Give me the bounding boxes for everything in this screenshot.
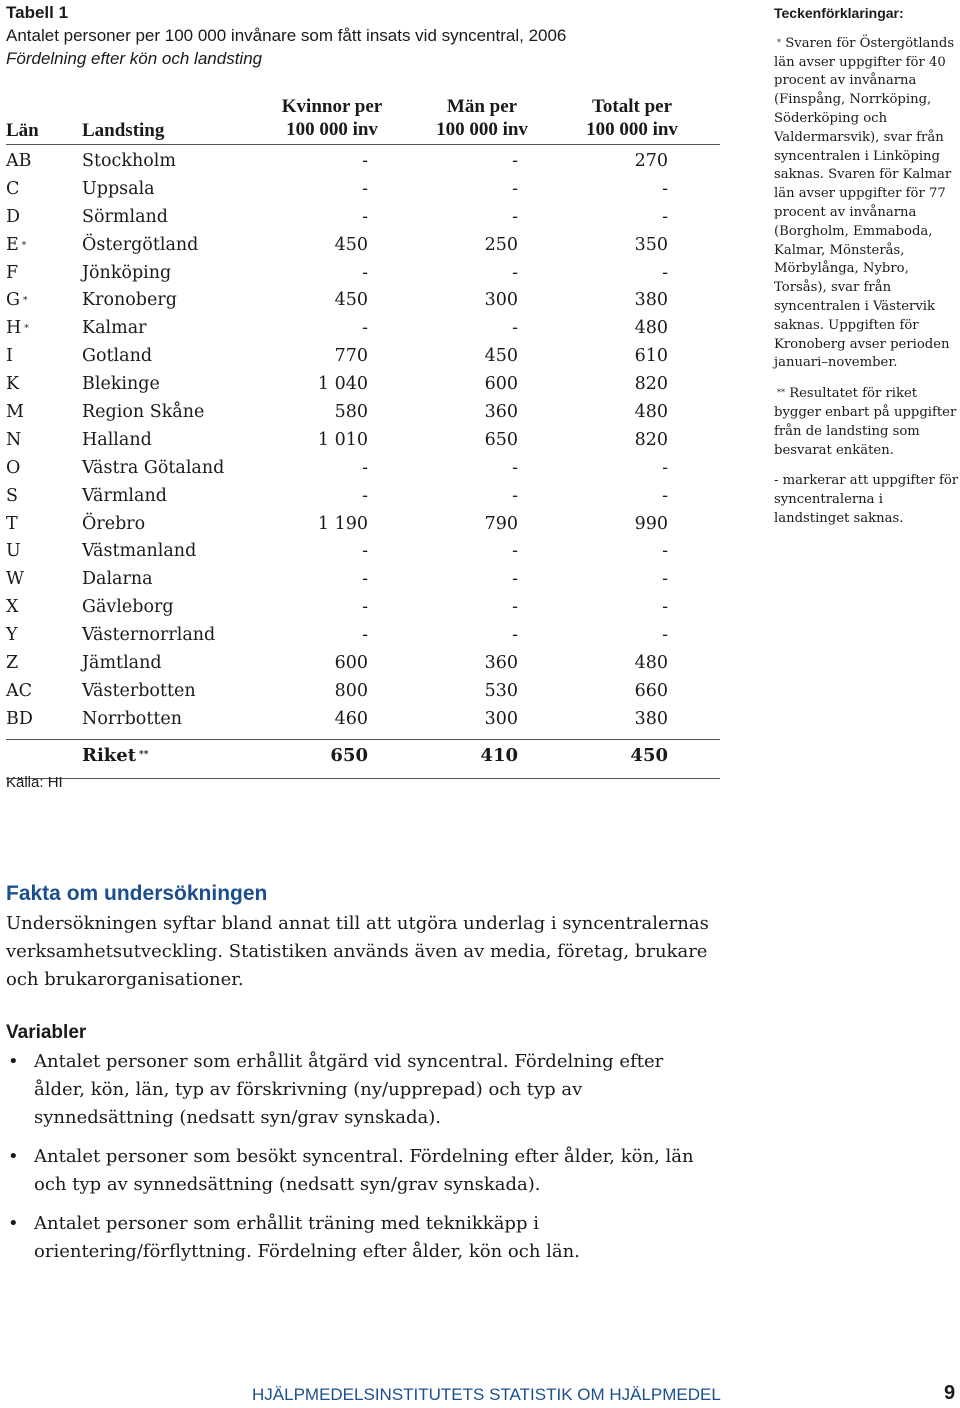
legend-note-3: - markerar att uppgifter för syncentralerna i landstinget saknas. bbox=[774, 473, 959, 526]
variabler-item bbox=[6, 1143, 706, 1199]
lan-code: O bbox=[6, 457, 21, 478]
cell-landsting: Västmanland bbox=[82, 541, 197, 562]
cell-kvinnor: - bbox=[362, 569, 368, 590]
cell-man: 250 bbox=[484, 234, 518, 255]
cell-totalt: 380 bbox=[634, 708, 668, 729]
cell-totalt: - bbox=[662, 541, 668, 562]
cell-lan bbox=[6, 625, 76, 645]
cell-man: 450 bbox=[484, 346, 518, 367]
cell-landsting: Halland bbox=[82, 429, 152, 450]
lan-code: D bbox=[6, 206, 21, 227]
lan-code: H bbox=[6, 318, 22, 339]
lan-code: N bbox=[6, 429, 22, 450]
cell-lan bbox=[6, 151, 76, 171]
cell-totalt: - bbox=[662, 569, 668, 590]
cell-landsting: Stockholm bbox=[82, 151, 176, 171]
lan-code: T bbox=[6, 513, 18, 534]
cell-landsting: Östergötland bbox=[82, 234, 199, 255]
table-row bbox=[6, 424, 720, 452]
cell-man: - bbox=[512, 262, 518, 283]
table-body bbox=[6, 145, 720, 731]
cell-lan bbox=[6, 541, 76, 561]
lan-code: I bbox=[6, 346, 13, 367]
cell-totalt: 380 bbox=[634, 290, 668, 311]
cell-kvinnor: 580 bbox=[334, 402, 368, 423]
cell-totalt: 820 bbox=[634, 374, 668, 395]
cell-totalt: - bbox=[662, 625, 668, 646]
cell-lan bbox=[6, 346, 76, 366]
table-caption bbox=[6, 2, 726, 70]
legend-note-2-mark: ** bbox=[777, 388, 785, 398]
total-footnote-mark: ** bbox=[139, 749, 149, 760]
cell-landsting: Västerbotten bbox=[82, 680, 196, 701]
variabler-heading: Variabler bbox=[6, 1022, 87, 1043]
legend-note-1 bbox=[774, 35, 960, 373]
table-row bbox=[6, 647, 720, 675]
cell-man: - bbox=[512, 457, 518, 478]
table-row bbox=[6, 591, 720, 619]
variabler-item-text: Antalet personer som erhållit åtgärd vid syncentral. Fördelning efter ålder, kön, län, typ av förskrivning (ny/upprepad) och typ av synnedsättning (nedsatt syn/grav synskada). bbox=[34, 1051, 664, 1128]
cell-landsting: Dalarna bbox=[82, 569, 153, 590]
lan-code: X bbox=[6, 597, 19, 618]
table-row bbox=[6, 452, 720, 480]
lan-code: G bbox=[6, 290, 20, 311]
cell-kvinnor: 600 bbox=[334, 653, 368, 674]
cell-landsting: Sörmland bbox=[82, 206, 168, 227]
cell-man: 300 bbox=[484, 708, 518, 729]
header-man-line1: Män per bbox=[446, 96, 518, 117]
cell-totalt: 350 bbox=[634, 234, 668, 255]
cell-totalt: 480 bbox=[634, 318, 668, 339]
cell-lan bbox=[6, 569, 76, 589]
cell-totalt: 820 bbox=[634, 429, 668, 450]
legend-note-2 bbox=[774, 385, 960, 460]
cell-landsting: Värmland bbox=[82, 485, 167, 506]
cell-landsting: Norrbotten bbox=[82, 708, 183, 729]
total-man: 410 bbox=[480, 744, 518, 766]
cell-totalt: - bbox=[662, 485, 668, 506]
lan-code: AB bbox=[6, 151, 32, 171]
statistics-table bbox=[6, 84, 720, 779]
header-lan: Län bbox=[6, 120, 39, 141]
cell-landsting: Örebro bbox=[82, 513, 146, 534]
cell-man: 530 bbox=[484, 680, 518, 701]
cell-lan bbox=[6, 263, 76, 283]
table-row bbox=[6, 703, 720, 731]
table-row bbox=[6, 145, 720, 173]
cell-landsting: Gävleborg bbox=[82, 597, 174, 618]
cell-totalt: - bbox=[662, 597, 668, 618]
cell-kvinnor: - bbox=[362, 597, 368, 618]
cell-man: - bbox=[512, 318, 518, 339]
cell-kvinnor: - bbox=[362, 206, 368, 227]
table-row bbox=[6, 480, 720, 508]
cell-lan bbox=[6, 514, 76, 534]
cell-landsting: Kronoberg bbox=[82, 290, 177, 311]
cell-lan bbox=[6, 681, 76, 701]
cell-landsting: Gotland bbox=[82, 346, 153, 367]
cell-kvinnor: - bbox=[362, 541, 368, 562]
table-row bbox=[6, 508, 720, 536]
lan-code: AC bbox=[6, 680, 33, 701]
legend-note-1-mark: * bbox=[777, 37, 781, 47]
header-man-line2: 100 000 inv bbox=[436, 119, 528, 140]
variabler-item bbox=[6, 1048, 706, 1132]
cell-man: - bbox=[512, 206, 518, 227]
table-row bbox=[6, 675, 720, 703]
cell-lan bbox=[6, 402, 76, 422]
table-total-row bbox=[6, 739, 720, 779]
cell-kvinnor: 1 010 bbox=[317, 429, 368, 450]
table-subtitle: Antalet personer per 100 000 invånare som fått insats vid syncentral, 2006 bbox=[6, 26, 567, 45]
cell-landsting: Jämtland bbox=[82, 653, 162, 674]
page-number: 9 bbox=[944, 1382, 956, 1404]
cell-totalt: 480 bbox=[634, 402, 668, 423]
cell-landsting: Kalmar bbox=[82, 318, 147, 339]
total-landsting: Riket bbox=[82, 744, 137, 766]
table-title: Tabell 1 bbox=[6, 3, 69, 22]
table-row bbox=[6, 284, 720, 312]
cell-landsting: Västra Götaland bbox=[82, 457, 225, 478]
cell-man: 300 bbox=[484, 290, 518, 311]
table-row bbox=[6, 563, 720, 591]
cell-lan bbox=[6, 374, 76, 394]
cell-man: - bbox=[512, 597, 518, 618]
variabler-item bbox=[6, 1210, 706, 1266]
cell-kvinnor: - bbox=[362, 485, 368, 506]
cell-totalt: - bbox=[662, 457, 668, 478]
cell-kvinnor: - bbox=[362, 318, 368, 339]
cell-man: - bbox=[512, 541, 518, 562]
table-row bbox=[6, 535, 720, 563]
table-header bbox=[6, 84, 720, 145]
cell-landsting: Jönköping bbox=[82, 262, 172, 283]
bullet-icon: • bbox=[8, 1213, 19, 1234]
table-subtitle-italic: Fördelning efter kön och landsting bbox=[6, 49, 263, 68]
legend-note-1-text: Svaren för Östergötlands län avser uppgifter för 40 procent av invånarna (Finspång, Norrköping, Söderköping och Valdermarsvik), svar från syncentralen i Linköping saknas. Svaren för Kalmar län avser uppgifter för 77 procent av invånarna (Borgholm, Emmaboda, Kalmar, Mönsterås, Mörbylånga, Nybro, Torsås), svar från syncentralen i Västervik saknas. Uppgiften för Kronoberg avser perioden januari–november. bbox=[774, 35, 955, 371]
cell-totalt: 610 bbox=[634, 346, 668, 367]
cell-kvinnor: 1 190 bbox=[317, 513, 368, 534]
cell-landsting: Region Skåne bbox=[82, 402, 205, 423]
table-row bbox=[6, 368, 720, 396]
cell-totalt: 990 bbox=[634, 513, 668, 534]
footnote-mark: * bbox=[21, 240, 27, 251]
cell-lan bbox=[6, 318, 76, 338]
cell-totalt: 660 bbox=[634, 680, 668, 701]
cell-man: 360 bbox=[484, 653, 518, 674]
header-landsting: Landsting bbox=[82, 120, 165, 141]
cell-man: - bbox=[512, 569, 518, 590]
total-totalt: 450 bbox=[630, 744, 668, 766]
fakta-body: Undersökningen syftar bland annat till att utgöra underlag i syncentralernas verksamhetsutveckling. Statistiken används även av media, företag, brukare och brukarorganisationer. bbox=[6, 913, 709, 990]
lan-code: U bbox=[6, 541, 21, 562]
fakta-section bbox=[6, 882, 726, 994]
cell-kvinnor: 450 bbox=[334, 290, 368, 311]
variabler-item-text: Antalet personer som besökt syncentral. Fördelning efter ålder, kön, län och typ av synnedsättning (nedsatt syn/grav synskada). bbox=[34, 1146, 694, 1195]
cell-lan bbox=[6, 235, 76, 255]
cell-kvinnor: 800 bbox=[334, 680, 368, 701]
cell-lan bbox=[6, 653, 76, 673]
cell-lan bbox=[6, 290, 76, 310]
cell-kvinnor: 450 bbox=[334, 234, 368, 255]
cell-lan bbox=[6, 207, 76, 227]
cell-kvinnor: 1 040 bbox=[317, 374, 368, 395]
cell-totalt: - bbox=[662, 262, 668, 283]
total-kvinnor: 650 bbox=[330, 744, 368, 766]
cell-man: 360 bbox=[484, 402, 518, 423]
table-row bbox=[6, 201, 720, 229]
cell-man: - bbox=[512, 485, 518, 506]
bullet-icon: • bbox=[8, 1051, 19, 1072]
cell-totalt: 270 bbox=[634, 151, 668, 171]
variabler-section bbox=[6, 1022, 706, 1277]
header-totalt-line2: 100 000 inv bbox=[586, 119, 678, 140]
cell-totalt: - bbox=[662, 206, 668, 227]
table-row bbox=[6, 173, 720, 201]
lan-code: Y bbox=[6, 625, 18, 646]
table-row bbox=[6, 229, 720, 257]
cell-kvinnor: 770 bbox=[334, 346, 368, 367]
variabler-item-text: Antalet personer som erhållit träning med teknikkäpp i orientering/förflyttning. Fördelning efter ålder, kön och län. bbox=[34, 1213, 580, 1262]
cell-lan bbox=[6, 709, 76, 729]
legend-title: Teckenförklaringar: bbox=[774, 5, 904, 21]
table-source: Källa: HI bbox=[6, 774, 63, 791]
lan-code: Z bbox=[6, 653, 19, 674]
cell-lan bbox=[6, 458, 76, 478]
cell-landsting: Uppsala bbox=[82, 178, 155, 199]
cell-kvinnor: - bbox=[362, 625, 368, 646]
footnote-mark: * bbox=[22, 296, 28, 307]
cell-landsting: Blekinge bbox=[82, 374, 160, 395]
table-row bbox=[6, 396, 720, 424]
cell-kvinnor: - bbox=[362, 151, 368, 171]
cell-lan bbox=[6, 597, 76, 617]
header-totalt-line1: Totalt per bbox=[591, 96, 673, 117]
cell-totalt: - bbox=[662, 178, 668, 199]
cell-lan bbox=[6, 179, 76, 199]
table-row bbox=[6, 619, 720, 647]
fakta-heading: Fakta om undersökningen bbox=[6, 882, 268, 905]
cell-landsting: Västernorrland bbox=[82, 625, 216, 646]
legend-panel bbox=[774, 4, 960, 541]
cell-man: - bbox=[512, 625, 518, 646]
cell-kvinnor: - bbox=[362, 178, 368, 199]
header-kvinnor-line2: 100 000 inv bbox=[286, 119, 378, 140]
cell-man: 600 bbox=[484, 374, 518, 395]
table-row bbox=[6, 312, 720, 340]
legend-note-2-text: Resultatet för riket bygger enbart på uppgifter från de landsting som besvarat enkäten. bbox=[774, 386, 957, 458]
lan-code: K bbox=[6, 374, 20, 395]
lan-code: S bbox=[6, 485, 18, 506]
bullet-icon: • bbox=[8, 1146, 19, 1167]
footer-publication-title: HJÄLPMEDELSINSTITUTETS STATISTIK OM HJÄLPMEDEL bbox=[252, 1385, 721, 1404]
cell-man: - bbox=[512, 151, 518, 171]
lan-code: BD bbox=[6, 708, 33, 729]
cell-man: 650 bbox=[484, 429, 518, 450]
table-row bbox=[6, 340, 720, 368]
cell-lan bbox=[6, 430, 76, 450]
cell-lan bbox=[6, 486, 76, 506]
cell-kvinnor: 460 bbox=[334, 708, 368, 729]
lan-code: M bbox=[6, 402, 24, 423]
cell-kvinnor: - bbox=[362, 262, 368, 283]
lan-code: C bbox=[6, 178, 20, 199]
footnote-mark: * bbox=[24, 324, 29, 335]
cell-kvinnor: - bbox=[362, 457, 368, 478]
table-row bbox=[6, 257, 720, 285]
header-kvinnor-line1: Kvinnor per bbox=[281, 96, 383, 117]
cell-man: 790 bbox=[484, 513, 518, 534]
cell-totalt: 480 bbox=[634, 653, 668, 674]
cell-man: - bbox=[512, 178, 518, 199]
lan-code: W bbox=[6, 569, 24, 590]
lan-code: F bbox=[6, 262, 19, 283]
lan-code: E bbox=[6, 234, 19, 255]
